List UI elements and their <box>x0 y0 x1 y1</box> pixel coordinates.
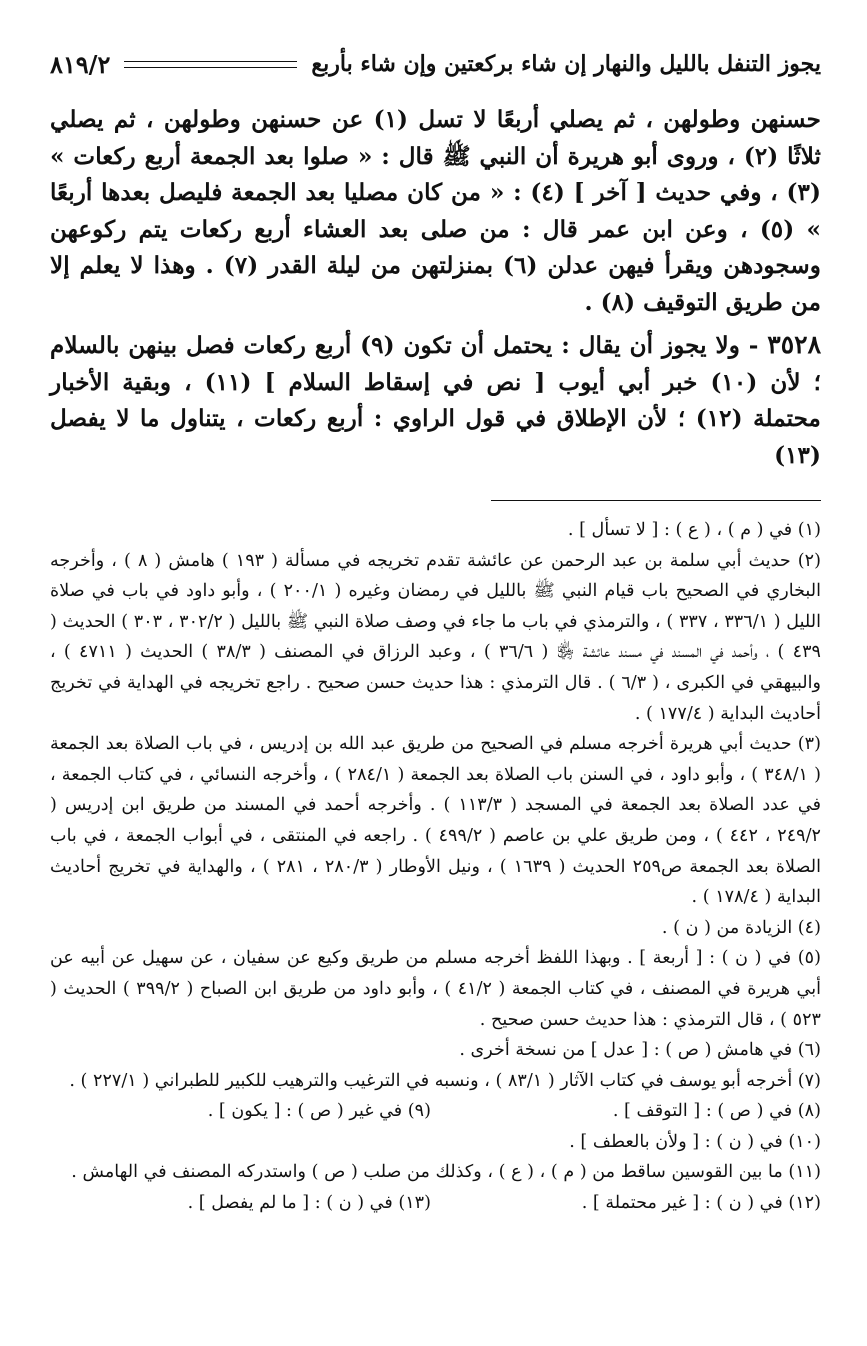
footnote: (٨) في ( ص ) : [ التوقف ] . <box>612 1101 821 1122</box>
issue-number: ٣٥٢٨ <box>767 330 822 359</box>
footnote: (٢) حديث أبي سلمة بن عبد الرحمن عن عائشة تقدم تخريجه في مسألة ( ١٩٣ ) هامش ( ٨ ) ، وأخرجه البخاري في الصحيح باب قيام النبي ﷺ بالليل في رمضان وغيره ( ٢٠٠/١ ) ، وأبو داود في باب في صلاة الليل ( ٣٣٦/١ ، ٣٣٧ ) ، والترمذي في باب ما جاء في وصف صلاة النبي ﷺ بالليل ( ٣٠٢/٢ ، ٣٠٣ ) الحديث ( ٤٣٩ ) ، وأحمد في المسند في مسند عائشة ﵂ ( ٣٦/٦ ) ، وعبد الرزاق في المصنف ( ٣٨/٣ ) الحديث ( ٤٧١١ ) ، والبيهقي في الكبرى ، ( ٦/٣ ) . قال الترمذي : هذا حديث حسن صحيح . راجع تخريجه في الهداية في تخريج أحاديث البداية ( ١٧٧/٤ ) . <box>50 550 821 724</box>
paragraph-text: - ولا يجوز أن يقال : يحتمل أن تكون (٩) أربع ركعات فصل بينهن بالسلام ؛ لأن (١٠) خبر أبي أيوب [ نص في إسقاط السلام ] (١١) ، وبقية الأخبار محتملة (١٢) ؛ لأن الإطلاق في قول الراوي : أربع ركعات ، يتناول ما لا يفصل (١٣) <box>50 332 821 469</box>
footnotes <box>50 515 821 1219</box>
running-title: يجوز التنفل بالليل والنهار إن شاء بركعتين وإن شاء بأربع <box>311 51 821 77</box>
footnote: (٥) في ( ن ) : [ أربعة ] . وبهذا اللفظ أخرجه مسلم من طريق وكيع عن سفيان ، عن سهيل عن أبيه عن أبي هريرة في المصنف ، في كتاب الجمعة ( ٤١/٢ ) ، وأبو داود من طريق ابن الصباح ( ٣٩٩/٢ ) الحديث ( ٥٢٣ ) ، قال الترمذي : هذا حديث حسن صحيح . <box>50 948 821 1030</box>
footnote: (٤) الزيادة من ( ن ) . <box>661 917 821 938</box>
footnote: (٩) في غير ( ص ) : [ يكون ] . <box>207 1101 431 1122</box>
footnote: (١٢) في ( ن ) : [ غير محتملة ] . <box>581 1193 821 1214</box>
page-number: ٨١٩/٢ <box>50 49 111 79</box>
footnote-separator <box>491 500 821 501</box>
footnote-row <box>50 1188 821 1219</box>
paragraph <box>50 327 821 474</box>
main-text <box>50 102 821 474</box>
footnote: (٦) في هامش ( ص ) : [ عدل ] من نسخة أخرى . <box>459 1040 821 1061</box>
footnote: (٣) حديث أبي هريرة أخرجه مسلم في الصحيح من طريق عبد الله بن إدريس ، في باب الصلاة بعد الجمعة ( ٣٤٨/١ ) ، وأبو داود ، في السنن باب الصلاة بعد الجمعة ( ٢٨٤/١ ) ، وأخرجه النسائي ، في كتاب الجمعة ، في عدد الصلاة بعد الجمعة في المسجد ( ١١٣/٣ ) . وأخرجه أحمد في المسند من طريق ابن إدريس ( ٢٤٩/٢ ، ٤٤٢ ) ، ومن طريق علي بن عاصم ( ٤٩٩/٢ ) . راجعه في المنتقى ، في أبواب الجمعة ، في باب الصلاة بعد الجمعة ص٢٥٩ الحديث ( ١٦٣٩ ) ، ونيل الأوطار ( ٢٨٠/٣ ، ٢٨١ ) ، والهداية في تخريج أحاديث البداية ( ١٧٨/٤ ) . <box>50 734 822 908</box>
paragraph: حسنهن وطولهن ، ثم يصلي أربعًا لا تسل (١) عن حسنهن وطولهن ، ثم يصلي ثلاثًا (٢) ، وروى أبو هريرة أن النبي ﷺ قال : « صلوا بعد الجمعة أربع ركعات » (٣) ، وفي حديث [ آخر ] (٤) : « من كان مصليا بعد الجمعة فليصل بعدها أربعًا » (٥) ، وعن ابن عمر قال : من صلى بعد العشاء أربع ركعات يتم ركوعهن وسجودهن ويقرأ فيهن عدلن (٦) بمنزلتهن من ليلة القدر (٧) . وهذا لا يعلم إلا من طريق التوقيف (٨) . <box>50 106 821 316</box>
footnote: (٧) أخرجه أبو يوسف في كتاب الآثار ( ٨٣/١ ) ، ونسبه في الترغيب والترهيب للكبير للطبراني ( ٢٢٧/١ ) . <box>69 1070 821 1091</box>
footnote: (١٠) في ( ن ) : [ ولأن بالعطف ] . <box>569 1131 821 1152</box>
footnote: (١) في ( م ) ، ( ع ) : [ لا تسأل ] . <box>567 520 821 540</box>
footnote: (١١) ما بين القوسين ساقط من ( م ) ، ( ع ) ، وكذلك من صلب ( ص ) واستدركه المصنف في الهامش . <box>71 1162 821 1183</box>
footnote: (١٣) في ( ن ) : [ ما لم يفصل ] . <box>187 1193 431 1214</box>
header-double-rule <box>124 61 297 68</box>
running-header <box>50 44 821 84</box>
footnote-row <box>50 1096 821 1127</box>
